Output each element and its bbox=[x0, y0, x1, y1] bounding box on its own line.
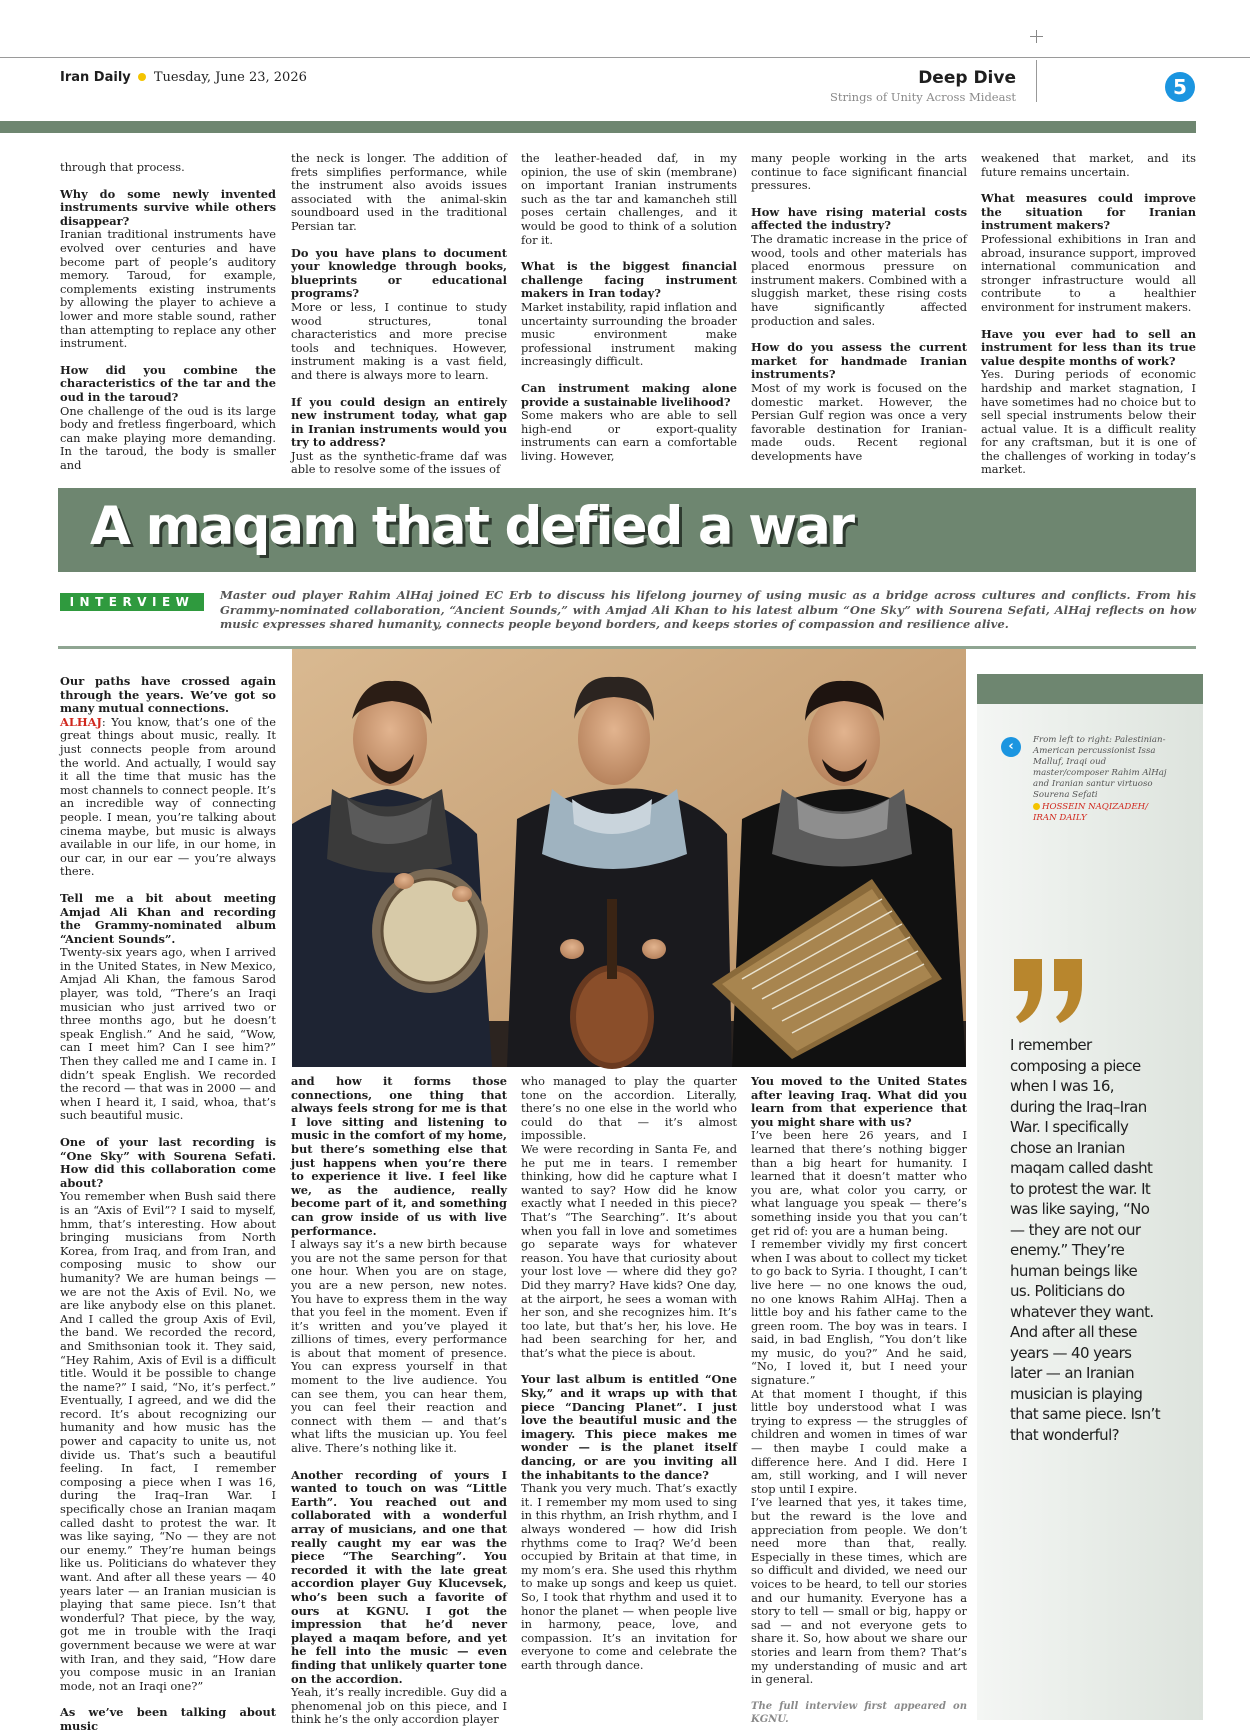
interview-credit: The full interview first appeared on KGNU. bbox=[751, 1700, 967, 1726]
body-paragraph: I’ve learned that yes, it takes time, but the reward is the love and appreciation from people. We don’t need more than that, really. Especially in these times, which are so difficult and divided, we need our voices to be heard, to tell our stories and our humanity. Everyone has a story to tell — small or big, happy or sad — and not everyone gets to share it. So, how about we share our stories and learn from them? That’s my understanding of music and art in general. bbox=[751, 1495, 967, 1687]
paragraph-gap bbox=[291, 234, 507, 247]
body-paragraph: You remember when Bush said there is an “Axis of Evil”? I said to myself, hmm, that’s interesting. How about bringing musicians from North Korea, from Iraq, and from Iran, and composing music to show our humanity? We are human beings — we are not the Axis of Evil. No, we are like anybody else on this planet. And I called the group Axis of Evil, the band. We recorded the record, and Smithsonian took it. They said, “Hey Rahim, Axis of Evil is a difficult title. Would it be possible to change the name?” I said, “No, it’s perfect.” Eventually, I agreed, and we did the record. It’s about recognizing our humanity and how music has the power and capacity to unite us, not divide us. That’s such a beautiful feeling. In fact, I remember composing a piece when I was 16, during the Iraq–Iran War. I specifically chose an Iranian maqam called dasht to protest the war. It was like saying, “No — they are not our enemy.” They’re human beings like us. Politicians do whatever they want. And after all these years — 40 years later — an Iranian musician is playing that same piece. Isn’t that wonderful? That piece, by the way, got me in trouble with the Iraqi government because we were at war with Iran, and they said, “How dare you compose music in an Iranian mode, not an Iraqi one?” bbox=[60, 1189, 276, 1693]
interview-column-3 bbox=[521, 1075, 737, 1705]
header-divider bbox=[1036, 60, 1037, 102]
body-paragraph: More or less, I continue to study wood structures, tonal characteristics and more precise tools and techniques. However, instrument making is a vast field, and there is always more to learn. bbox=[291, 299, 507, 382]
dot-icon bbox=[1033, 803, 1040, 810]
headline-band bbox=[58, 488, 1196, 572]
body-paragraph: Just as the synthetic-frame daf was able to resolve some of the issues of bbox=[291, 448, 507, 477]
body-paragraph: I’ve been here 26 years, and I learned that there’s nothing bigger than a big heart for humanity. I learned that it doesn’t matter who you are, what color you carry, or what language you speak — there’s something inside you that you can’t get rid of: you are a human being. bbox=[751, 1128, 967, 1238]
top-rule bbox=[0, 57, 1250, 58]
top-column-2 bbox=[291, 152, 507, 479]
top-column-1 bbox=[60, 161, 276, 479]
interview-question: Why do some newly invented instruments survive while others disappear? bbox=[60, 186, 276, 228]
standfirst: Master oud player Rahim AlHaj joined EC Erb to discuss his lifelong journey of using music as a bridge across cultures and conflicts. From his Grammy-nominated collaboration, “Ancient Sounds,” with Amjad Ali Khan to his latest album “One Sky” with Sourena Sefati, AlHaj reflects on how music expresses shared humanity, connects people beyond borders, and keeps stories of compassion and resilience alive. bbox=[220, 588, 1196, 631]
body-paragraph: Most of my work is focused on the domestic market. However, the Persian Gulf region was once a very favorable destination for Iranian-made ouds. Recent regional developments have bbox=[751, 380, 967, 463]
body-paragraph: Professional exhibitions in Iran and abroad, insurance support, improved international communication and stronger infrastructure would all contribute to a healthier environment for instrument makers. bbox=[981, 231, 1196, 314]
interview-question: You moved to the United States after leaving Iraq. What did you learn from that experience that you might share with us? bbox=[751, 1074, 967, 1129]
body-paragraph: Market instability, rapid inflation and uncertainty surrounding the broader music environment make professional instrument making increasingly difficult. bbox=[521, 299, 737, 369]
interview-question: Our paths have crossed again through the years. We’ve got so many mutual connections. bbox=[60, 674, 276, 716]
body-paragraph: the leather-headed daf, in my opinion, the use of skin (membrane) on important Iranian instruments such as the tar and kamancheh still poses certain challenges, and it would be good to think of a solution for it. bbox=[521, 151, 737, 247]
paragraph-gap bbox=[291, 383, 507, 396]
body-paragraph: weakened that market, and its future remains uncertain. bbox=[981, 151, 1196, 179]
paper-masthead bbox=[60, 70, 307, 85]
body-paragraph: Yeah, it’s really incredible. Guy did a phenomenal job on this piece, and I think he’s the only accordion player bbox=[291, 1685, 507, 1727]
interview-question: One of your last recording is “One Sky” with Sourena Sefati. How did this collaboration come about? bbox=[60, 1135, 276, 1190]
photo-caption bbox=[1033, 735, 1168, 824]
body-paragraph: who managed to play the quarter tone on the accordion. Literally, there’s no one else in the world who could do that — it’s almost impossible. bbox=[521, 1074, 737, 1143]
sidebar-header-bar bbox=[977, 674, 1203, 704]
body-paragraph: Twenty-six years ago, when I arrived in the United States, in New Mexico, Amjad Ali Khan, the famous Sarod player, was told, “There’s an Iraqi musician who just arrived two or three months ago, but he doesn’t speak English.” And he said, “Wow, can I meet him? Can I see him?” Then they called me and I came in. I didn’t speak English. We recorded the record — that was in 2000 — and when I heard it, I said, whoa, that’s such beautiful music. bbox=[60, 945, 276, 1123]
interview-column-4 bbox=[751, 1074, 967, 1726]
interview-question: How do you assess the current market for handmade Iranian instruments? bbox=[751, 340, 967, 382]
interview-question: Do you have plans to document your knowledge through books, blueprints or educational programs? bbox=[291, 245, 507, 301]
page-badge bbox=[1165, 72, 1195, 102]
interview-question: Your last album is entitled “One Sky,” and it wraps up with that piece “Dancing Planet”. I just love the beautiful music and the imagery. This piece makes me wonder — is the planet itself dancing, or are you inviting all the inhabitants to the dance? bbox=[521, 1372, 737, 1482]
body-paragraph: We were recording in Santa Fe, and he put me in tears. I remember thinking, how did he capture what I wanted to say? How did he know exactly what I needed in this piece? That’s “The Searching”. It’s about when you fall in love and sometimes go separate ways for whatever reason. You have that curiosity about your lost love — where did they go? Did they marry? Have kids? One day, at the airport, he sees a woman with her son, and she recognizes him. It’s too late, but that’s her, his love. He had been searching for her, and that’s what the piece is about. bbox=[521, 1141, 737, 1360]
quote-mark-icon bbox=[1010, 955, 1090, 1025]
section-title: Deep Dive bbox=[918, 68, 1016, 88]
body-paragraph: I always say it’s a new birth because you are not the same person for that one hour. When you are on stage, you are a new person, new notes. You have to express them in the way that you feel in the moment. Even if it’s written and you’ve played it zillions of times, every performance is about that moment of presence. You can express yourself in that moment to the live audience. You can see them, you can hear them, you can feel their reaction and connect with them — and that’s what lifts the musician up. You feel alive. There’s nothing like it. bbox=[291, 1237, 507, 1456]
answer-text: : You know, that’s one of the great things about music, really. It just connects people from around the world. And actually, I would say it all the time that music has the most channels to connect people. It’s an incredible way of connecting people. I mean, you’re talking about cinema maybe, but music is always available in our life, in our home, in our car, in our ear — you’re always there. bbox=[60, 714, 276, 879]
crop-mark-icon bbox=[1036, 30, 1037, 43]
body-paragraph: through that process. bbox=[60, 160, 185, 174]
top-column-5 bbox=[981, 152, 1196, 479]
interview-question: What measures could improve the situation for Iranian instrument makers? bbox=[981, 191, 1196, 233]
interview-question: How did you combine the characteristics of the tar and the oud in the taroud? bbox=[60, 362, 276, 404]
paragraph-gap bbox=[521, 369, 737, 382]
body-paragraph: I remember vividly my first concert when I was about to collect my ticket to go back to Syria. I thought, I can’t live here — no one knows the oud, no one knows Rahim AlHaj. Then a little boy and his father came to the green room. The boy was in tears. I said, in bad English, “You don’t like my music, do you?” And he said, “No, I loved it, but I need your signature.” bbox=[751, 1237, 967, 1388]
interview-left-column bbox=[60, 674, 276, 1733]
chevron-left-icon[interactable]: ‹ bbox=[1001, 737, 1021, 757]
interview-question: Another recording of yours I wanted to touch on was “Little Earth”. You reached out and collaborated with a wonderful array of musicians, and one that really caught my ear was the piece “The Searching”. You recorded it with the late great accordion player Guy Klucevsek, who’s been such a favorite of ours at KGNU. I got the impression that he’d never played a maqam before, and yet he fell into the music — even finding that unlikely quarter tone on the accordion. bbox=[291, 1467, 507, 1686]
top-column-3 bbox=[521, 152, 737, 479]
caption-photographer: HOSSEIN NAQIZADEH/ bbox=[1042, 802, 1148, 812]
body-paragraph: At that moment I thought, if this little boy understood what I was trying to express — the struggles of children and women in times of war — then maybe I could make a difference here. And I did. Here I am, still working, and I will never stop until I expire. bbox=[751, 1386, 967, 1496]
top-column-4 bbox=[751, 152, 967, 479]
interview-question: If you could design an entirely new instrument today, what gap in Iranian instruments would you try to address? bbox=[291, 394, 507, 450]
dot-icon bbox=[138, 73, 146, 81]
body-paragraph: Yes. During periods of economic hardship and market stagnation, I have sometimes had no choice but to sell special instruments below their actual value. It is a difficult reality for any craftsman, but it is one of the challenges of working in today’s market. bbox=[981, 367, 1196, 477]
paragraph-gap bbox=[751, 1687, 967, 1700]
speaker-answer bbox=[60, 716, 276, 879]
body-paragraph: One challenge of the oud is its large body and fretless fingerboard, which can make playing more demanding. In the taroud, the body is smaller and bbox=[60, 403, 276, 472]
interview-tag: INTERVIEW bbox=[60, 593, 204, 611]
interview-question: Have you ever had to sell an instrument for less than its true value despite months of work? bbox=[981, 326, 1196, 368]
headline: A maqam that defied a war bbox=[90, 496, 853, 557]
interview-column-2 bbox=[291, 1074, 507, 1727]
page-number: 5 bbox=[1173, 75, 1187, 99]
body-paragraph: Thank you very much. That’s exactly it. I remember my mom used to sing in this rhythm, an Irish rhythm, and I always wondered — how did Irish rhythms come to Iraq? We’d been occupied by Britain at that time, in my mom’s era. She used this rhythm to make up songs and keep us quiet. So, I took that rhythm and used it to honor the planet — when people live in harmony, peace, love, and compassion. It’s an invitation for everyone to come and celebrate the earth through dance. bbox=[521, 1481, 737, 1672]
caption-text: From left to right: Palestinian-American percussionist Issa Malluf, Iraqi oud master/composer Rahim AlHaj and Iranian santur virtuoso Sourena Sefati bbox=[1033, 735, 1167, 800]
interview-question: What is the biggest financial challenge facing instrument makers in Iran today? bbox=[521, 259, 737, 301]
pull-quote: I remember composing a piece when I was 16, during the Iraq–Iran War. I specifically chose an Iranian maqam called dasht to protest the war. It was like saying, “No — they are not our enemy.” They’re human beings like us. Politicians do whatever they want. And after all these years — 40 years later — an Iranian musician is playing that same piece. Isn’t that wonderful? bbox=[1010, 1036, 1160, 1444]
paragraph-gap bbox=[60, 175, 276, 188]
interview-question: Can instrument making alone provide a sustainable livelihood? bbox=[521, 380, 737, 409]
issue-date: Tuesday, June 23, 2026 bbox=[153, 70, 307, 85]
body-paragraph: the neck is longer. The addition of frets simplifies performance, while the instrument also avoids issues associated with the animal-skin soundboard used in the traditional Persian tar. bbox=[291, 151, 507, 233]
interview-photo bbox=[292, 649, 966, 1067]
header-green-bar bbox=[0, 121, 1196, 133]
interview-question: How have rising material costs affected the industry? bbox=[751, 204, 967, 233]
interview-question: Tell me a bit about meeting Amjad Ali Khan and recording the Grammy-nominated album “Ancient Sounds”. bbox=[60, 890, 276, 946]
interview-question: and how it forms those connections, one thing that always feels strong for me is that I love sitting and listening to music in the comfort of my home, but there’s something else that just happens when you’re there to experience it live. I feel like we, as the audience, really become part of it, and something can grow inside of us with live performance. bbox=[291, 1074, 507, 1238]
paragraph-gap bbox=[291, 1456, 507, 1469]
body-paragraph: many people working in the arts continue to face significant financial pressures. bbox=[751, 151, 967, 193]
section-subtitle: Strings of Unity Across Mideast bbox=[829, 90, 1016, 104]
paragraph-gap bbox=[981, 315, 1196, 328]
body-paragraph: Some makers who are able to sell high-end or export-quality instruments can earn a comfortable living. However, bbox=[521, 408, 737, 463]
musicians-photo bbox=[292, 649, 966, 1067]
caption-agency: IRAN DAILY bbox=[1033, 813, 1087, 823]
paragraph-gap bbox=[60, 351, 276, 364]
paragraph-gap bbox=[751, 193, 967, 206]
speaker-name: ALHAJ bbox=[60, 714, 102, 729]
body-paragraph: Iranian traditional instruments have evolved over centuries and have become part of people’s auditory memory. Taroud, for example, complements existing instruments by allowing the player to achieve a lower and more stable sound, rather than attempting to replace any other instrument. bbox=[60, 227, 276, 351]
body-paragraph: The dramatic increase in the price of wood, tools and other materials has placed enormous pressure on instrument makers. Combined with a sluggish market, these rising costs have significantly affected production and sales. bbox=[751, 231, 967, 328]
paper-name: Iran Daily bbox=[60, 70, 131, 85]
interview-question: As we’ve been talking about music bbox=[60, 1705, 276, 1733]
paragraph-gap bbox=[60, 879, 276, 892]
caption-credit bbox=[1033, 802, 1168, 824]
